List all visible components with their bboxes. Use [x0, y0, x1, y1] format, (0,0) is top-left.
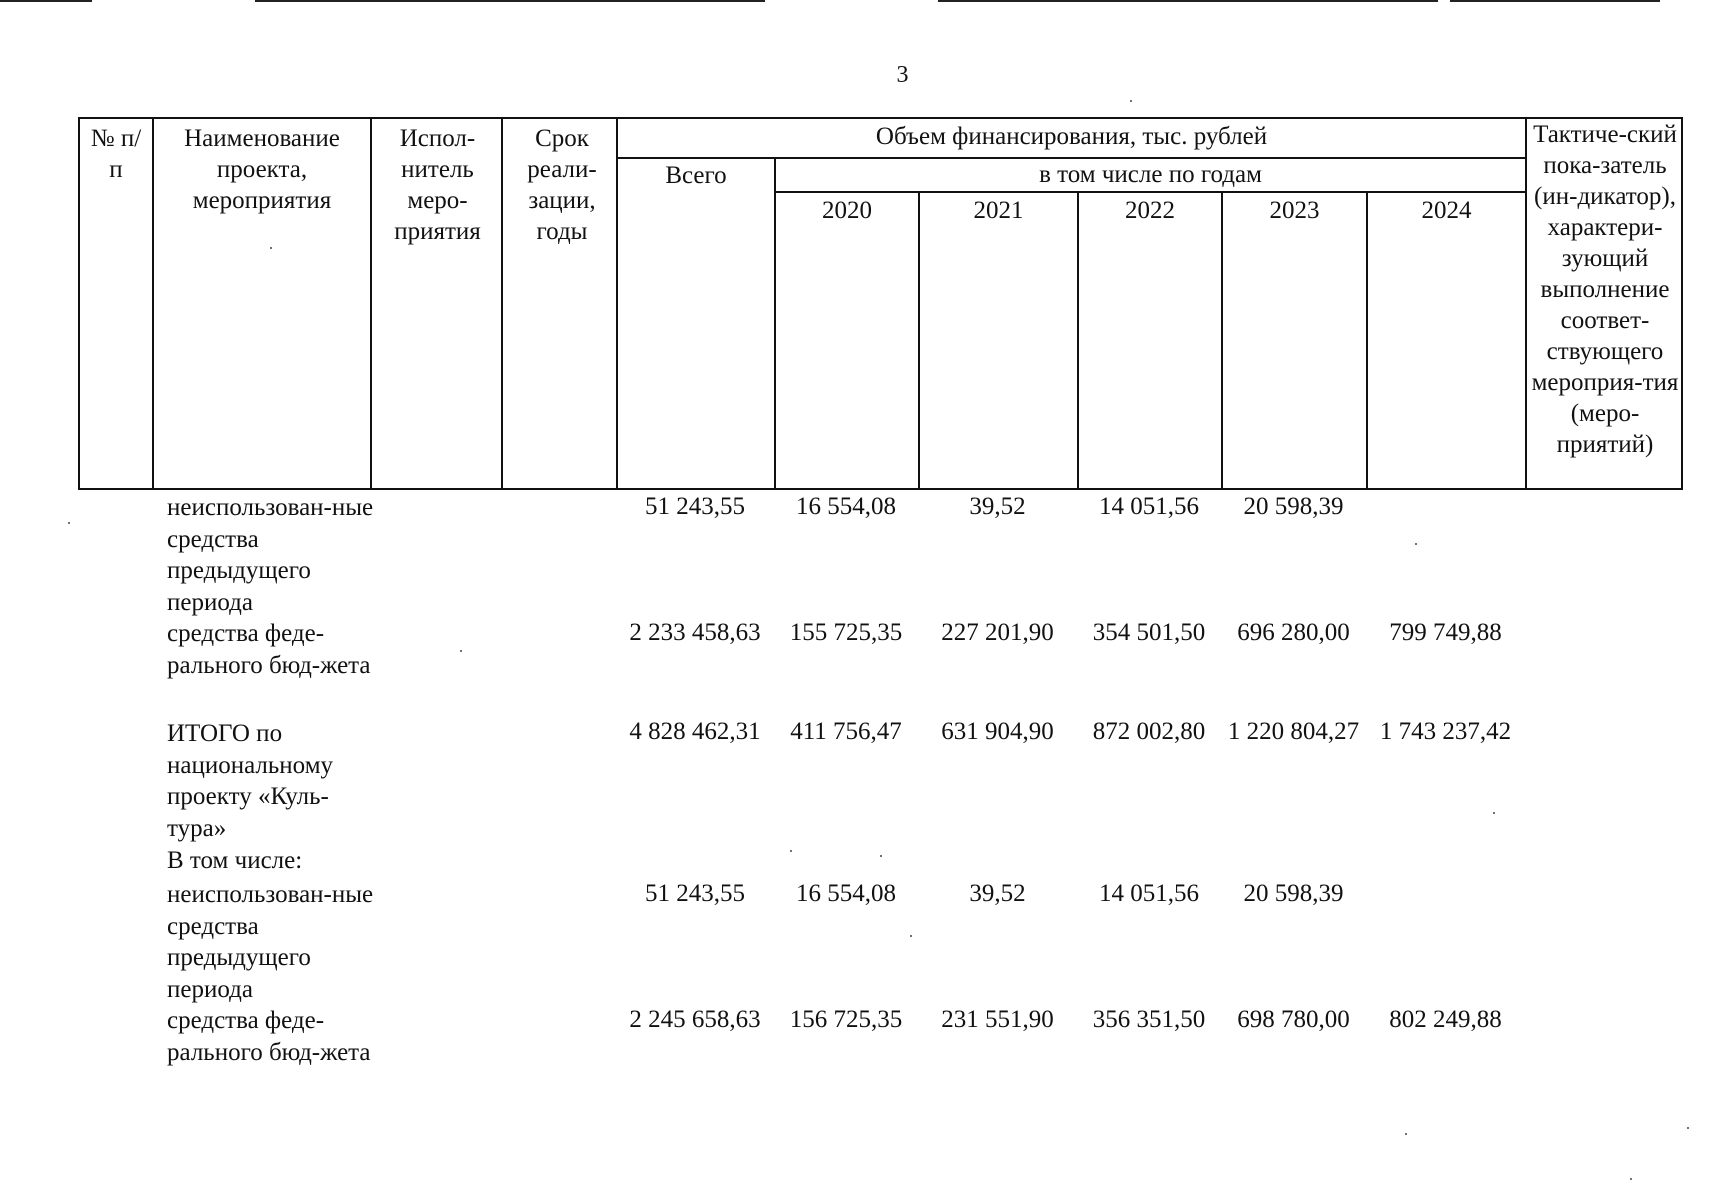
header-col-executor: Испол-нитель меро-приятия — [394, 125, 481, 245]
scan-speck — [1493, 812, 1495, 814]
header-year-2021: 2021 — [973, 197, 1024, 224]
header-year-2024: 2024 — [1421, 197, 1472, 224]
scan-speck — [1405, 1133, 1407, 1135]
scan-speck — [1130, 100, 1132, 102]
scan-artifact — [1450, 0, 1660, 2]
header-col-term: Срок реали-зации, годы — [527, 125, 597, 245]
scan-artifact — [0, 0, 92, 2]
cell-total: 51 243,55 — [645, 880, 745, 907]
scan-speck — [460, 650, 462, 652]
cell-total: 2 245 658,63 — [629, 1006, 761, 1033]
cell-2024: 802 249,88 — [1389, 1006, 1502, 1033]
cell-2021: 39,52 — [969, 880, 1026, 907]
cell-2020: 411 756,47 — [790, 718, 902, 745]
cell-2021: 227 201,90 — [941, 619, 1054, 646]
cell-2022: 356 351,50 — [1092, 1006, 1206, 1033]
cell-2023: 698 780,00 — [1237, 1006, 1350, 1033]
scan-speck — [68, 522, 70, 524]
scan-speck — [1687, 1127, 1689, 1129]
cell-2024: 1 743 237,42 — [1379, 718, 1512, 745]
row-label: неиспользован-ные средства предыдущего периода — [167, 494, 374, 616]
cell-2023: 20 598,39 — [1243, 493, 1344, 520]
scan-speck — [880, 855, 882, 857]
scan-artifact — [938, 0, 1438, 2]
header-col-funding: Объем финансирования, тыс. рублей — [875, 123, 1268, 150]
scan-speck — [1630, 1178, 1632, 1180]
cell-2022: 354 501,50 — [1092, 619, 1206, 646]
cell-2023: 696 280,00 — [1237, 619, 1350, 646]
cell-2020: 16 554,08 — [796, 880, 896, 907]
header-col-total: Всего — [665, 162, 727, 189]
cell-2020: 156 725,35 — [789, 1006, 903, 1033]
cell-total: 4 828 462,31 — [629, 718, 761, 745]
cell-2022: 14 051,56 — [1099, 880, 1199, 907]
cell-2022: 872 002,80 — [1092, 718, 1206, 745]
row-label: ИТОГО по национальному проекту «Куль-тура» — [167, 720, 334, 842]
header-col-number: № п/п — [90, 125, 142, 183]
cell-2023: 20 598,39 — [1243, 880, 1344, 907]
cell-2021: 231 551,90 — [941, 1006, 1054, 1033]
scan-speck — [270, 247, 272, 249]
row-label: средства феде-рального бюд-жета — [167, 620, 371, 679]
row-label: В том числе: — [167, 847, 303, 874]
row-label: средства феде-рального бюд-жета — [167, 1007, 371, 1066]
header-year-2023: 2023 — [1269, 197, 1320, 224]
cell-2021: 631 904,90 — [941, 718, 1054, 745]
cell-total: 2 233 458,63 — [629, 619, 761, 646]
cell-2021: 39,52 — [969, 493, 1026, 520]
table-header — [78, 117, 1683, 490]
scan-speck — [790, 850, 792, 852]
header-col-indicator: Тактиче-ский пока-затель (ин-дикатор), характери-зующий выполнение соответ-ствующего мероприя-тия (меро-приятий) — [1531, 121, 1679, 458]
header-year-2020: 2020 — [822, 197, 872, 224]
page-number: 3 — [896, 62, 909, 88]
cell-2020: 155 725,35 — [789, 619, 903, 646]
header-col-name: Наименование проекта, мероприятия — [184, 125, 340, 214]
cell-2020: 16 554,08 — [796, 493, 896, 520]
cell-2022: 14 051,56 — [1099, 493, 1199, 520]
cell-2024: 799 749,88 — [1389, 619, 1502, 646]
header-col-by-years: в том числе по годам — [1039, 161, 1262, 188]
header-year-2022: 2022 — [1125, 197, 1175, 224]
cell-2023: 1 220 804,27 — [1227, 718, 1360, 745]
scan-speck — [1415, 543, 1417, 545]
scan-speck — [910, 935, 912, 937]
cell-total: 51 243,55 — [645, 493, 745, 520]
row-label: неиспользован-ные средства предыдущего периода — [167, 881, 374, 1003]
scan-artifact — [255, 0, 765, 2]
